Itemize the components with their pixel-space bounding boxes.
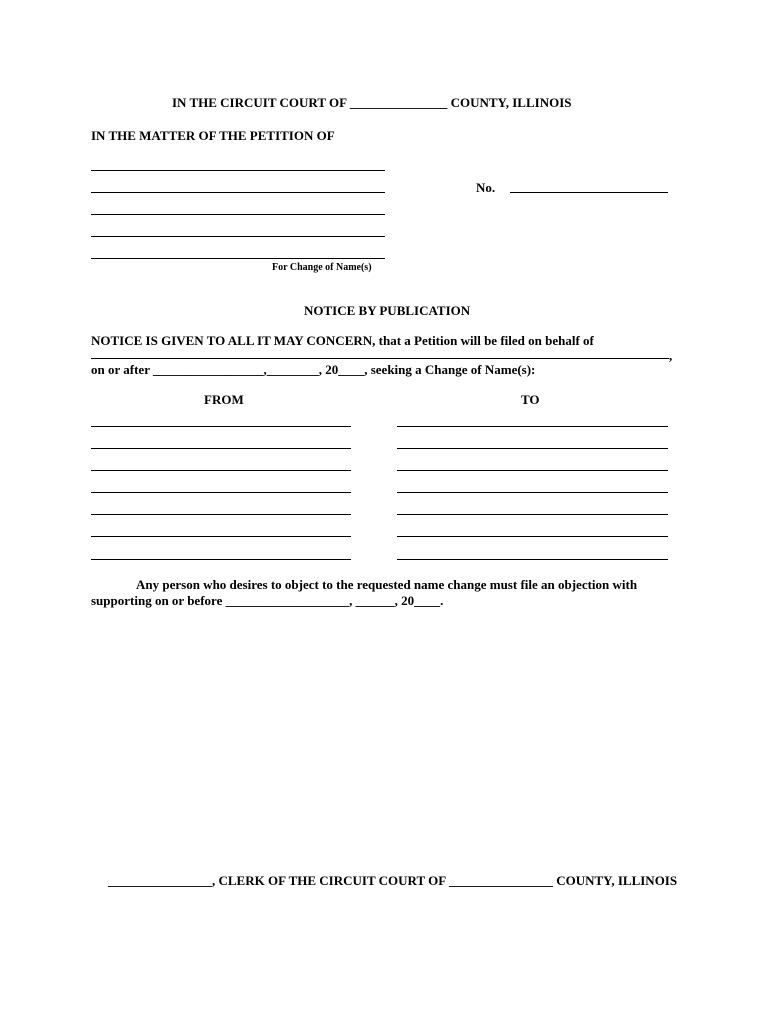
petitioner-name-line[interactable] <box>91 214 385 215</box>
petitioner-name-line[interactable] <box>91 258 385 259</box>
from-name-line[interactable] <box>91 426 351 427</box>
objection-paragraph-line1: Any person who desires to object to the requested name change must file an objection with <box>136 577 638 592</box>
to-name-line[interactable] <box>397 448 668 449</box>
date-line-text: on or after _________________,________, 20____, seeking a Change of Name(s): <box>91 362 536 377</box>
change-of-name-caption: For Change of Name(s) <box>272 262 372 273</box>
behalf-comma: , <box>669 348 673 363</box>
from-column-label: FROM <box>204 392 244 407</box>
from-name-line[interactable] <box>91 492 351 493</box>
petitioner-name-line[interactable] <box>91 236 385 237</box>
from-name-line[interactable] <box>91 448 351 449</box>
from-name-line[interactable] <box>91 536 351 537</box>
case-number-label: No. <box>476 180 496 195</box>
to-name-line[interactable] <box>397 514 668 515</box>
from-name-line[interactable] <box>91 470 351 471</box>
to-name-line[interactable] <box>397 492 668 493</box>
case-number-line[interactable] <box>510 192 668 193</box>
petitioner-name-line[interactable] <box>91 192 385 193</box>
clerk-signature-line: ________________, CLERK OF THE CIRCUIT COURT OF ________________ COUNTY, ILLINOIS <box>108 873 678 888</box>
court-title: IN THE CIRCUIT COURT OF _______________ COUNTY, ILLINOIS <box>172 95 572 110</box>
matter-heading: IN THE MATTER OF THE PETITION OF <box>91 128 335 143</box>
to-name-line[interactable] <box>397 559 668 560</box>
notice-title: NOTICE BY PUBLICATION <box>304 303 471 318</box>
objection-paragraph-line2: supporting on or before ___________________, ______, 20____. <box>91 593 444 608</box>
petitioner-name-line[interactable] <box>91 170 385 171</box>
notice-given-text: NOTICE IS GIVEN TO ALL IT MAY CONCERN, that a Petition will be filed on behalf of <box>91 333 594 348</box>
from-name-line[interactable] <box>91 514 351 515</box>
to-column-label: TO <box>521 392 540 407</box>
from-name-line[interactable] <box>91 559 351 560</box>
to-name-line[interactable] <box>397 470 668 471</box>
to-name-line[interactable] <box>397 536 668 537</box>
behalf-of-name-line[interactable] <box>91 358 669 359</box>
to-name-line[interactable] <box>397 426 668 427</box>
